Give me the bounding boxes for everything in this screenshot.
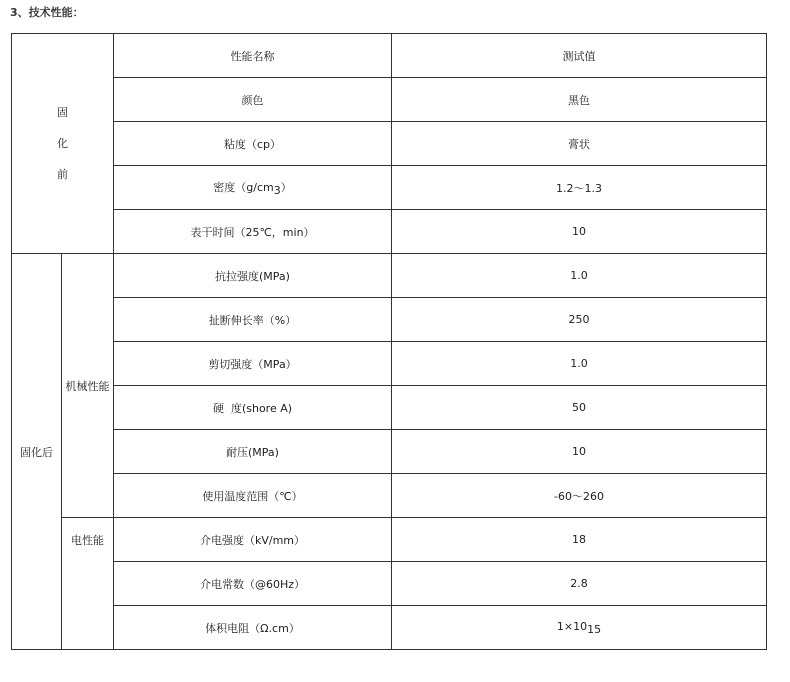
property-name: 剪切强度（MPa） [114, 342, 392, 386]
property-value-subscript: 15 [587, 622, 602, 636]
property-value: 膏状 [392, 122, 767, 166]
tech-performance-table [11, 33, 767, 650]
property-name-main: 密度（g/cm [213, 180, 274, 194]
before-cure-char: 前 [57, 168, 68, 181]
property-name: 表干时间（25℃，min） [114, 210, 392, 254]
property-value-main: 1×10 [556, 619, 588, 633]
electrical-group-label: 电性能 [62, 518, 114, 650]
property-value: 10 [392, 210, 767, 254]
property-value: 250 [392, 298, 767, 342]
property-name: 扯断伸长率（%） [114, 298, 392, 342]
table-row [12, 298, 767, 342]
before-cure-char: 固 [57, 106, 68, 119]
property-value: 10 [392, 430, 767, 474]
property-value: 1.0 [392, 254, 767, 298]
table-row [12, 562, 767, 606]
property-value: 1.0 [392, 342, 767, 386]
property-name: 抗拉强度(MPa) [114, 254, 392, 298]
property-name-subscript: 3 [273, 183, 281, 197]
before-cure-group-label [12, 34, 114, 254]
table-row [12, 606, 767, 650]
header-test-value: 测试值 [392, 34, 767, 78]
property-name-tail: ） [280, 180, 292, 194]
property-name [114, 166, 392, 210]
before-cure-char: 化 [57, 137, 68, 150]
table-row [12, 342, 767, 386]
property-name: 介电强度（kV/mm） [114, 518, 392, 562]
table-header-row [12, 34, 767, 78]
table-row [12, 518, 767, 562]
property-name: 介电常数（@60Hz） [114, 562, 392, 606]
table-row [12, 122, 767, 166]
property-value: 50 [392, 386, 767, 430]
property-value: 18 [392, 518, 767, 562]
table-row [12, 474, 767, 518]
property-name: 使用温度范围（℃） [114, 474, 392, 518]
property-name: 硬 度(shore A) [114, 386, 392, 430]
section-heading: 3、技术性能： [10, 6, 84, 19]
header-property-name: 性能名称 [114, 34, 392, 78]
table-row [12, 386, 767, 430]
table-row [12, 166, 767, 210]
mechanical-group-label: 机械性能 [62, 254, 114, 518]
property-name: 耐压(MPa) [114, 430, 392, 474]
property-name: 颜色 [114, 78, 392, 122]
property-value: 黑色 [392, 78, 767, 122]
property-value: 2.8 [392, 562, 767, 606]
table-row [12, 254, 767, 298]
property-name: 体积电阻（Ω.cm） [114, 606, 392, 650]
after-cure-group-label: 固化后 [12, 254, 62, 650]
property-name: 粘度（cp） [114, 122, 392, 166]
table-row [12, 78, 767, 122]
table-row [12, 210, 767, 254]
property-value: 1.2～1.3 [392, 166, 767, 210]
table-row [12, 430, 767, 474]
property-value: -60～260 [392, 474, 767, 518]
property-value [392, 606, 767, 650]
